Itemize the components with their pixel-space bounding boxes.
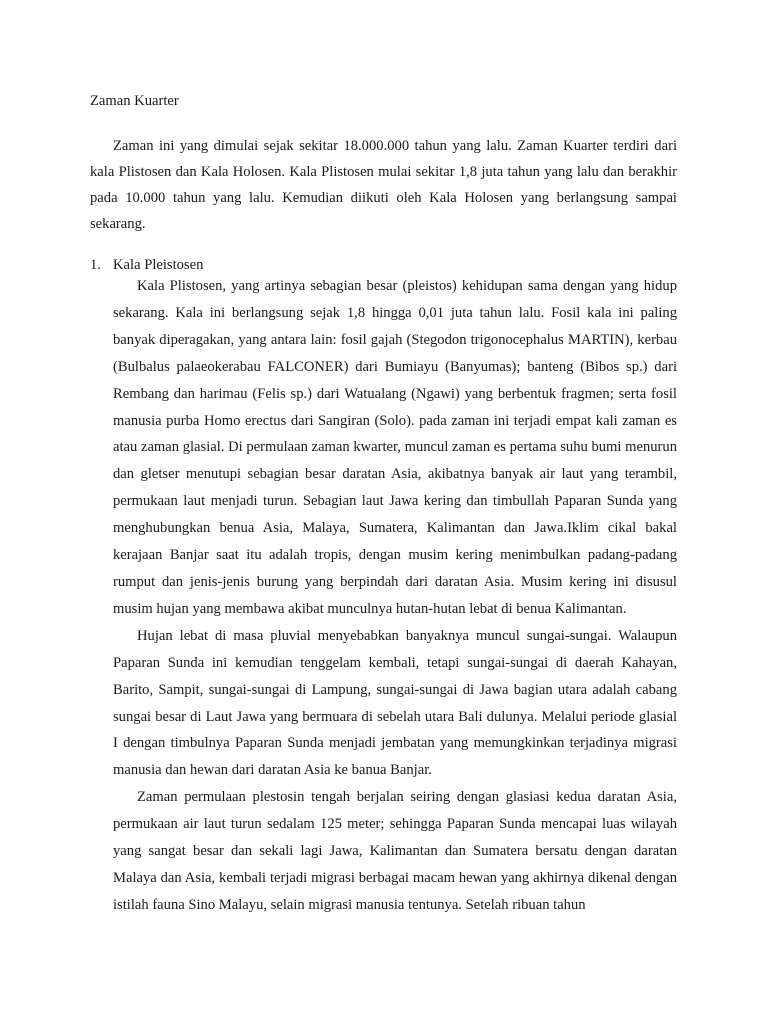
section-heading [90,257,677,273]
document-title: Zaman Kuarter [90,93,179,109]
section-body [113,273,677,919]
document-page [90,91,677,919]
body-paragraph-3: Zaman permulaan plestosin tengah berjalan seiring dengan glasiasi kedua daratan Asia, permukaan air laut turun sedalam 125 meter; sehingga Paparan Sunda mencapai luas wilayah yang sangat besar dan sekali lagi Jawa, Kalimantan dan Sumatera bersatu dengan daratan Malaya dan Asia, kembali terjadi migrasi berbagai macam hewan yang akhirnya dikenal dengan istilah fauna Sino Malayu, selain migrasi manusia tentunya. Setelah ribuan tahun [113,789,677,913]
section-number: 1. [90,257,101,273]
intro-paragraph: Zaman ini yang dimulai sejak sekitar 18.000.000 tahun yang lalu. Zaman Kuarter terdiri dari kala Plistosen dan Kala Holosen. Kala Plistosen mulai sekitar 1,8 juta tahun yang lalu dan berakhir pada 10.000 tahun yang lalu. Kemudian diikuti oleh Kala Holosen yang berlangsung sampai sekarang. [90,138,677,232]
body-paragraph-1: Kala Plistosen, yang artinya sebagian besar (pleistos) kehidupan sama dengan yang hidup sekarang. Kala ini berlangsung sejak 1,8 hingga 0,01 juta tahun lalu. Fosil kala ini paling banyak diperagakan, yang antara lain: fosil gajah (Stegodon trigonocephalus MARTIN), kerbau (Bulbalus palaeokerabau FALCONER) dari Bumiayu (Banyumas); banteng (Bibos sp.) dari Rembang dan harimau (Felis sp.) dari Watualang (Ngawi) yang berbentuk fragmen; serta fosil manusia purba Homo erectus dari Sangiran (Solo). pada zaman ini terjadi empat kali zaman es atau zaman glasial. Di permulaan zaman kwarter, muncul zaman es pertama suhu bumi menurun dan gletser menutupi sebagian besar daratan Asia, akibatnya banyak air laut yang terambil, permukaan laut menjadi turun. Sebagian laut Jawa kering dan timbullah Paparan Sunda yang menghubungkan benua Asia, Malaya, Sumatera, Kalimantan dan Jawa.Iklim cikal bakal kerajaan Banjar saat itu adalah tropis, dengan musim kering menimbulkan padang-padang rumput dan jenis-jenis burung yang berpindah dari daratan Asia. Musim kering ini disusul musim hujan yang membawa akibat munculnya hutan-hutan lebat di benua Kalimantan. [113,278,677,617]
section-title: Kala Pleistosen [113,257,204,273]
body-paragraph-2: Hujan lebat di masa pluvial menyebabkan banyaknya muncul sungai-sungai. Walaupun Paparan Sunda ini kemudian tenggelam kembali, tetapi sungai-sungai di daerah Kahayan, Barito, Sampit, sungai-sungai di Lampung, sungai-sungai di Jawa bagian utara adalah cabang sungai besar di Laut Jawa yang bermuara di sebelah utara Bali dulunya. Melalui periode glasial I dengan timbulnya Paparan Sunda menjadi jembatan yang memungkinkan terjadinya migrasi manusia dan hewan dari daratan Asia ke banua Banjar. [113,627,677,779]
